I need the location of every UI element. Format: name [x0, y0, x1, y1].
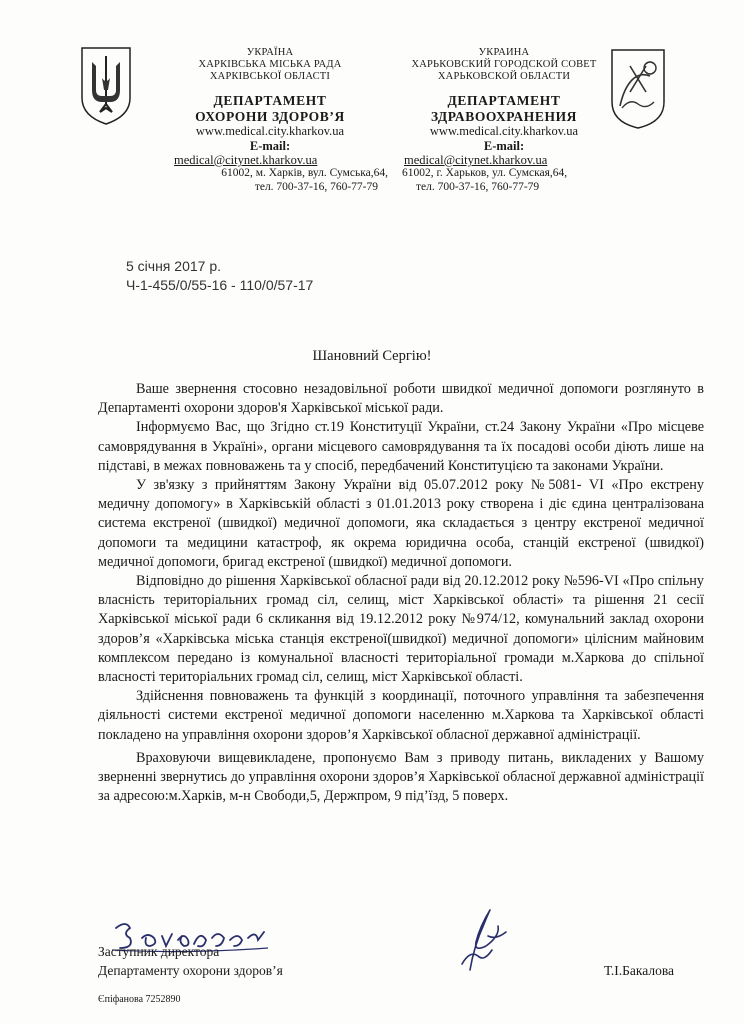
paragraph-6: Враховуючи вищевикладене, пропонуємо Вам з приводу питань, викладених у Вашому зверненні звернутись до управління охорони здоров’я Харківської обласної державної адміністрації за адресою:м.Харків, м-н Свободи,5, Держпром, 9 під’їзд, 5 поверх.	[98, 749, 704, 805]
header-right-email[interactable]: medical@citynet.kharkov.ua	[404, 152, 548, 167]
signature-image	[440, 906, 520, 972]
registration-reference: Ч-1-455/0/55-16 - 110/0/57-17	[126, 277, 314, 293]
signatory-position-line2: Департаменту охорони здоров’я	[98, 963, 283, 978]
signatory-position-line1: Заступник директора	[98, 944, 220, 959]
header-right-council: ХАРЬКОВСКИЙ ГОРОДСКОЙ СОВЕТ	[411, 59, 597, 71]
header-right	[398, 47, 610, 194]
header-right-address: 61002, г. Харьков, ул. Сумская,64,	[402, 167, 568, 180]
coat-of-arms-icon	[80, 46, 132, 126]
header-right-website: www.medical.city.kharkov.ua	[429, 124, 579, 139]
header-left	[160, 47, 388, 194]
header-right-dept-line2: ЗДРАВООХРАНЕНИЯ	[430, 108, 578, 124]
header-left-website: www.medical.city.kharkov.ua	[195, 124, 345, 139]
paragraph-1: Ваше звернення стосовно незадовільної роботи швидкої медичної допомоги розглянуто в Департаменті охорони здоров'я Харківської міської ради.	[98, 381, 704, 417]
registration-date: 5 січня 2017 р.	[126, 258, 221, 274]
header-right-phones: тел. 700-37-16, 760-77-79	[416, 180, 540, 193]
header-right-region: ХАРЬКОВСКОЙ ОБЛАСТИ	[437, 71, 571, 83]
header-right-email-label: E-mail:	[483, 138, 525, 153]
header-left-dept-line2: ОХОРОНИ ЗДОРОВ’Я	[195, 108, 345, 124]
executor-note: Єпіфанова 7252890	[98, 994, 181, 1005]
signatory-name: Т.І.Бакалова	[604, 963, 675, 978]
paragraph-5: Здійснення повноважень та функцій з координації, поточного управління та забезпечення діяльності системи екстреної медичної допомоги населенню м.Харкова та Харківської області покладено на управління охорони здоров’я Харківської обласної державної адміністрації.	[98, 688, 704, 743]
header-left-country: УКРАЇНА	[246, 47, 294, 58]
header-left-dept-line1: ДЕПАРТАМЕНТ	[213, 93, 327, 109]
header-left-region: ХАРКІВСЬКОЇ ОБЛАСТІ	[209, 71, 331, 83]
letter-body	[98, 380, 704, 806]
header-left-email-label: E-mail:	[249, 138, 291, 153]
header-left-address: 61002, м. Харків, вул. Сумська,64,	[221, 167, 388, 180]
header-right-dept-line1: ДЕПАРТАМЕНТ	[447, 93, 561, 109]
paragraph-2: Інформуємо Вас, що Згідно ст.19 Конституції України, ст.24 Закону України «Про місцеве самоврядування в Україні», органи місцевого самоврядування та їх посадові особи діють лише на підставі, в межах повноважень та у спосіб, передбачений Конституцією та законами України.	[98, 419, 704, 474]
kharkiv-emblem-icon	[610, 48, 666, 130]
header-left-email[interactable]: medical@citynet.kharkov.ua	[174, 152, 318, 167]
header-left-phones: тел. 700-37-16, 760-77-79	[254, 180, 378, 193]
header-right-country: УКРАИНА	[478, 47, 530, 58]
header-left-council: ХАРКІВСЬКА МІСЬКА РАДА	[198, 59, 342, 71]
paragraph-3: У зв'язку з прийняттям Закону України від 05.07.2012 року №5081- VI «Про екстрену медичну допомогу» в Харківській області з 01.01.2013 року створена і діє єдина централізована система екстреної (швидкої) медичної допомоги, яка складається з центру екстреної медичної допомоги та медицини катастроф, як окрема юридична особа, станцій екстреної (швидкої) медичної допомоги, бригад екстреної (швидкої) медичної допомоги.	[98, 477, 704, 570]
paragraph-4: Відповідно до рішення Харківської обласної ради від 20.12.2012 року №596-VI «Про спільну власність територіальних громад сіл, селищ, міст Харківської області» та рішення 21 сесії Харківської міської ради 6 скликання від 19.12.2012 року №974/12, комунальний заклад охорони здоров’я «Харківська міська станція екстреної(швидкої) медичної допомоги» цілісним майновим комплексом передано із комунальної власності територіальної громади м.Харкова до спільної власності територіальних громад сіл, селищ, міст Харківської області.	[98, 573, 704, 686]
greeting: Шановний Сергію!	[312, 348, 432, 364]
